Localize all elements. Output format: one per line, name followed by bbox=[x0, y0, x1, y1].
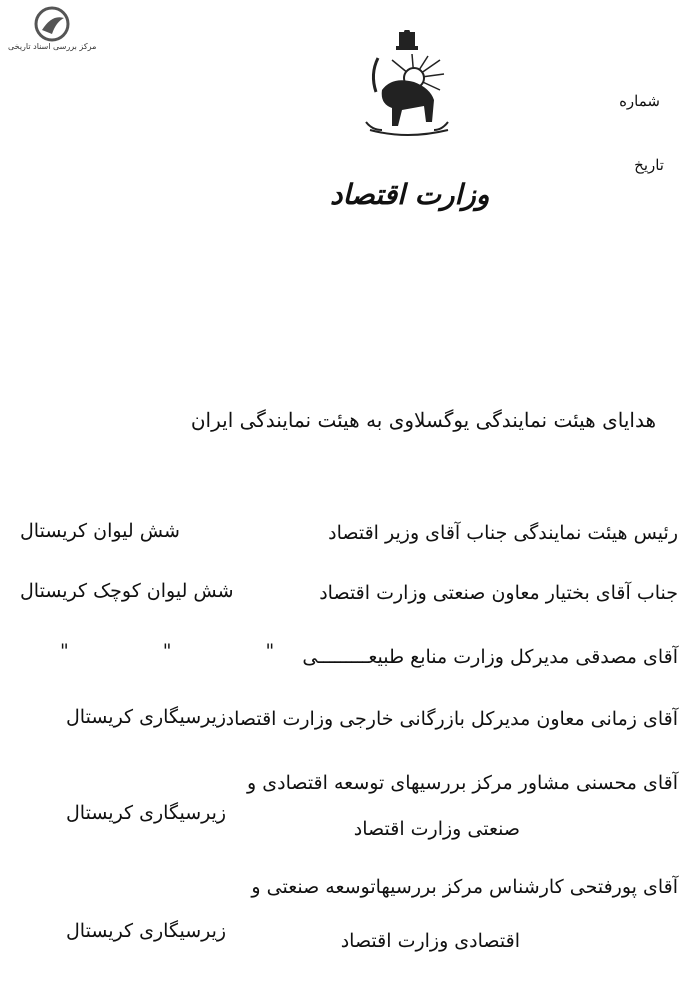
recipient-line: صنعتی وزارت اقتصاد bbox=[353, 818, 520, 840]
watermark-text: مرکز بررسی اسناد تاریخی bbox=[8, 42, 97, 51]
recipient-line: آقای محسنی مشاور مرکز بررسیهای توسعه اقتصادی و bbox=[247, 772, 678, 794]
gift-text: شش لیوان کریستال bbox=[20, 520, 180, 542]
number-label: شماره bbox=[619, 92, 660, 110]
lion-and-sun-emblem-icon bbox=[352, 30, 462, 140]
document-title: هدایای هیئت نمایندگی یوگسلاوی به هیئت نمایندگی ایران bbox=[190, 408, 656, 432]
gift-text: زیرسیگاری کریستال bbox=[66, 802, 227, 824]
gift-text: زیرسیگاری کریستال bbox=[66, 706, 227, 728]
gift-text: شش لیوان کوچک کریستال bbox=[20, 580, 234, 602]
recipient-line: رئیس هیئت نمایندگی جناب آقای وزیر اقتصاد bbox=[328, 522, 678, 544]
recipient-line: جناب آقای بختیار معاون صنعتی وزارت اقتصاد bbox=[319, 582, 678, 604]
recipient-line: اقتصادی وزارت اقتصاد bbox=[340, 930, 520, 952]
archive-logo-icon bbox=[30, 6, 74, 46]
recipient-line: آقای پورفتحی کارشناس مرکز بررسیهاتوسعه صنعتی و bbox=[251, 876, 678, 898]
ministry-name: وزارت اقتصاد bbox=[330, 178, 490, 211]
date-label: تاریخ bbox=[634, 156, 664, 174]
gift-text: زیرسیگاری کریستال bbox=[66, 920, 227, 942]
ditto-marks: " " " bbox=[60, 640, 319, 662]
recipient-line: آقای زمانی معاون مدیرکل بازرگانی خارجی وزارت اقتصاد bbox=[225, 708, 678, 730]
recipient-line: آقای مصدقی مدیرکل وزارت منابع طبیعـــــــــی bbox=[302, 646, 678, 668]
